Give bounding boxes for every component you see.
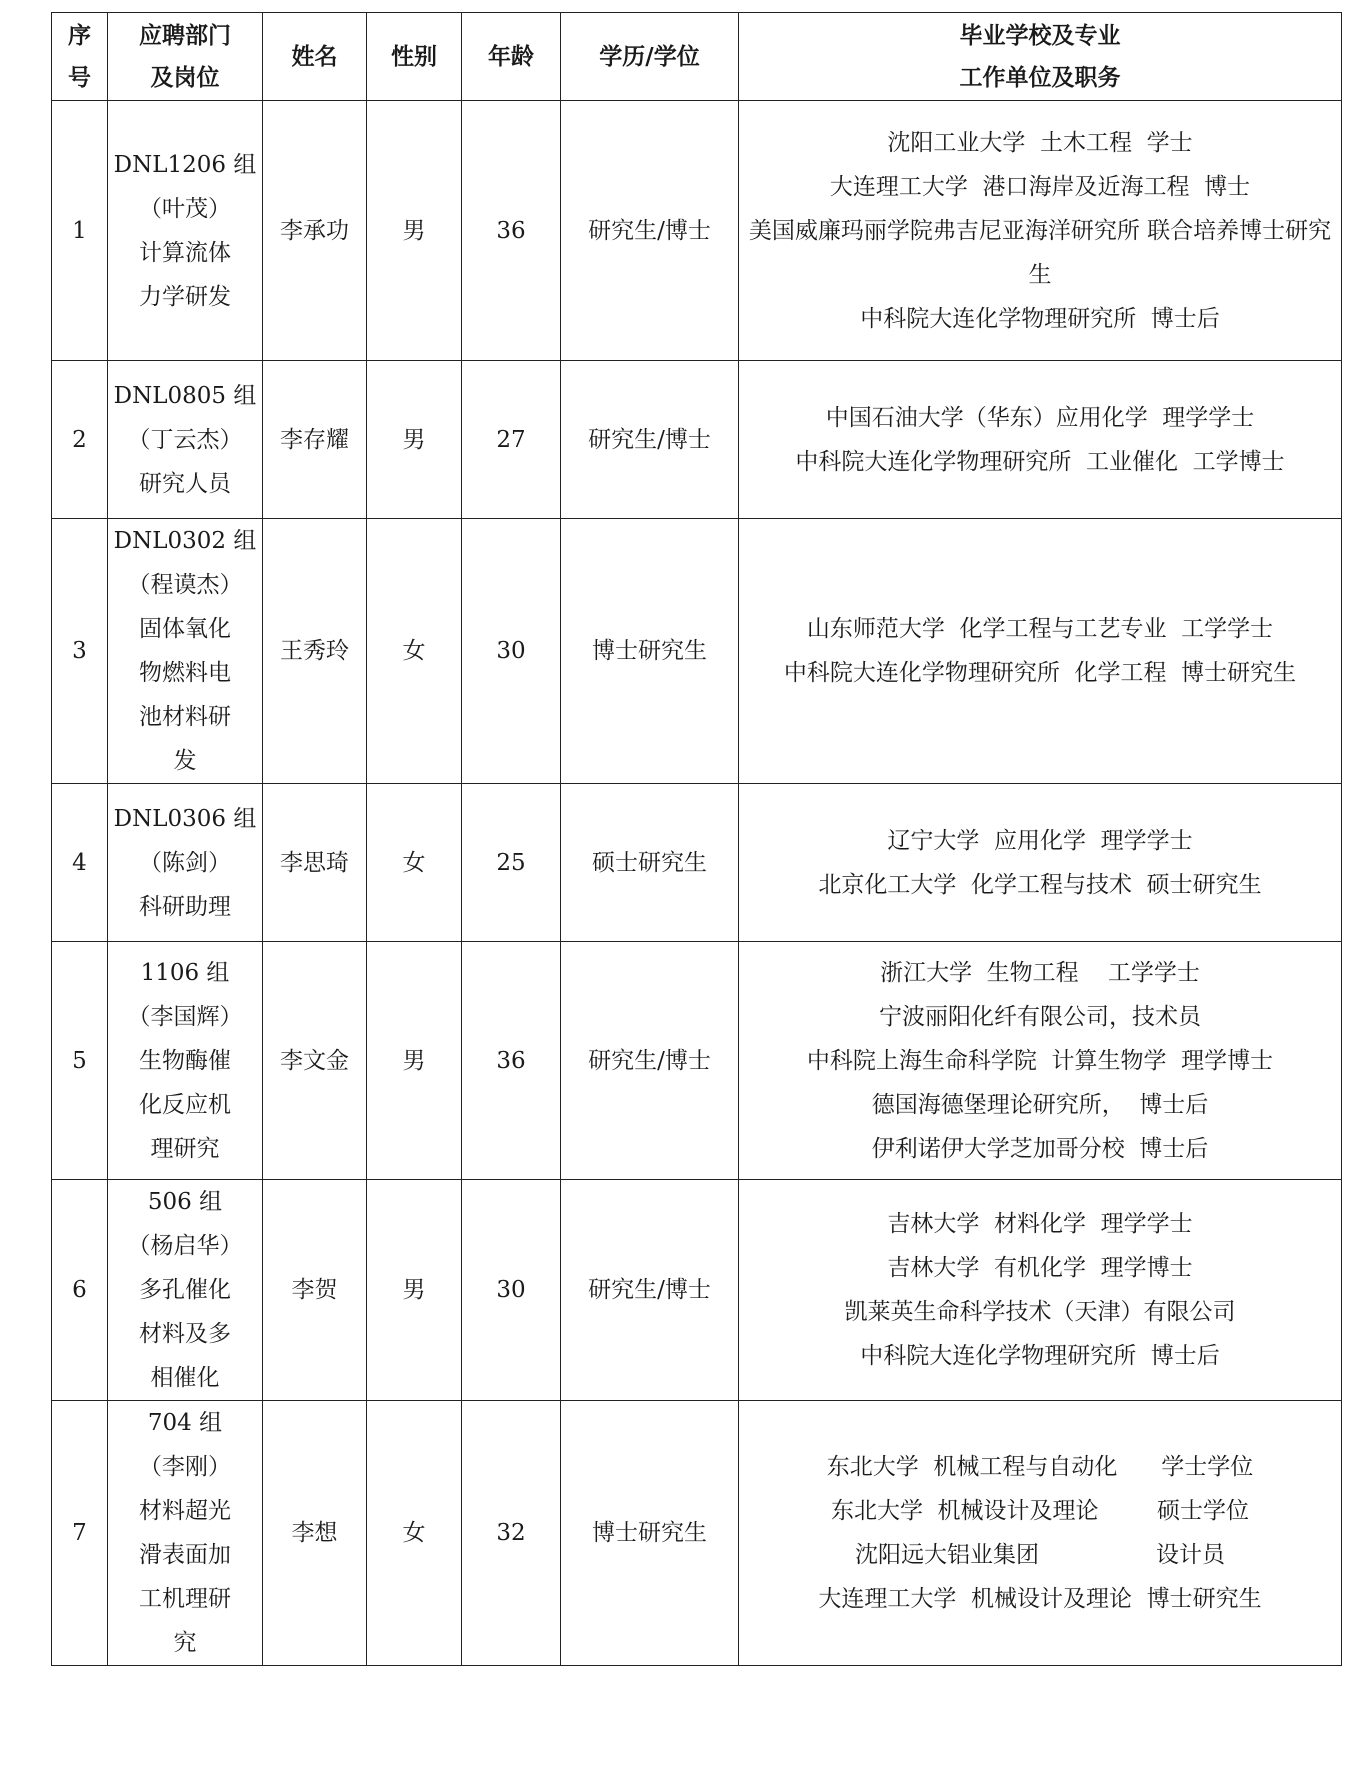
position-line: （杨启华） bbox=[127, 1233, 243, 1259]
school-line: 吉林大学 材料化学 理学学士 bbox=[887, 1211, 1193, 1237]
header-degree: 学历/学位 bbox=[561, 13, 739, 101]
row-degree: 研究生/博士 bbox=[561, 1180, 739, 1401]
school-line: 美国威廉玛丽学院弗吉尼亚海洋研究所 联合培养博士研究生 bbox=[748, 217, 1332, 288]
row-gender: 男 bbox=[367, 361, 462, 519]
position-line: 力学研发 bbox=[139, 283, 231, 310]
row-age: 27 bbox=[462, 361, 561, 519]
school-line: 大连理工大学 机械设计及理论 博士研究生 bbox=[818, 1586, 1262, 1612]
row-position bbox=[108, 361, 263, 519]
row-position bbox=[108, 1180, 263, 1401]
row-age: 36 bbox=[462, 942, 561, 1180]
row-gender: 女 bbox=[367, 784, 462, 942]
header-age: 年龄 bbox=[462, 13, 561, 101]
school-line: 东北大学 机械工程与自动化 学士学位 bbox=[826, 1454, 1254, 1480]
position-line: 物燃料电 bbox=[139, 660, 231, 686]
table-row bbox=[52, 361, 1342, 519]
school-line: 浙江大学 生物工程 工学学士 bbox=[880, 959, 1200, 986]
position-line: 研究人员 bbox=[139, 470, 231, 497]
row-index: 1 bbox=[52, 101, 108, 361]
position-line: 理研究 bbox=[150, 1135, 220, 1162]
position-line: 相催化 bbox=[150, 1365, 220, 1391]
position-line: （丁云杰） bbox=[127, 426, 243, 453]
table-row bbox=[52, 101, 1342, 361]
school-line: 辽宁大学 应用化学 理学学士 bbox=[887, 827, 1193, 854]
school-line: 中科院大连化学物理研究所 化学工程 博士研究生 bbox=[783, 660, 1297, 686]
school-line: 中科院大连化学物理研究所 博士后 bbox=[860, 305, 1220, 332]
school-line: 山东师范大学 化学工程与工艺专业 工学学士 bbox=[806, 616, 1274, 642]
row-name: 李存耀 bbox=[263, 361, 367, 519]
row-name: 李想 bbox=[263, 1401, 367, 1666]
row-index: 2 bbox=[52, 361, 108, 519]
position-line: 科研助理 bbox=[139, 893, 231, 920]
row-gender: 女 bbox=[367, 519, 462, 784]
header-gender: 性别 bbox=[367, 13, 462, 101]
position-line: 材料超光 bbox=[139, 1498, 231, 1524]
school-line: 沈阳工业大学 土木工程 学士 bbox=[887, 129, 1193, 156]
position-line: DNL1206 组 bbox=[113, 151, 257, 178]
position-line: DNL0306 组 bbox=[113, 805, 257, 832]
school-line: 中国石油大学（华东）应用化学 理学学士 bbox=[825, 404, 1255, 431]
position-line: 1106 组 bbox=[140, 959, 230, 986]
row-index: 4 bbox=[52, 784, 108, 942]
row-school bbox=[739, 942, 1342, 1180]
school-line: 中科院上海生命科学院 计算生物学 理学博士 bbox=[806, 1047, 1274, 1074]
row-index: 3 bbox=[52, 519, 108, 784]
row-school bbox=[739, 1401, 1342, 1666]
position-line: 多孔催化 bbox=[139, 1277, 231, 1303]
school-line: 东北大学 机械设计及理论 硕士学位 bbox=[830, 1498, 1250, 1524]
row-position bbox=[108, 942, 263, 1180]
header-position bbox=[108, 13, 263, 101]
position-line: DNL0805 组 bbox=[113, 382, 257, 409]
row-school bbox=[739, 784, 1342, 942]
position-line: 滑表面加 bbox=[139, 1542, 231, 1568]
row-degree: 研究生/博士 bbox=[561, 942, 739, 1180]
row-gender: 男 bbox=[367, 101, 462, 361]
school-line: 中科院大连化学物理研究所 博士后 bbox=[860, 1343, 1220, 1369]
row-name: 李承功 bbox=[263, 101, 367, 361]
row-index: 7 bbox=[52, 1401, 108, 1666]
row-degree: 研究生/博士 bbox=[561, 101, 739, 361]
row-age: 30 bbox=[462, 519, 561, 784]
position-line: 发 bbox=[173, 748, 197, 774]
school-line: 中科院大连化学物理研究所 工业催化 工学博士 bbox=[795, 448, 1285, 475]
position-line: DNL0302 组 bbox=[113, 528, 257, 554]
header-index bbox=[52, 13, 108, 101]
row-age: 32 bbox=[462, 1401, 561, 1666]
school-line: 沈阳远大铝业集团 设计员 bbox=[855, 1542, 1225, 1568]
position-line: 材料及多 bbox=[139, 1321, 231, 1347]
row-name: 李文金 bbox=[263, 942, 367, 1180]
row-gender: 女 bbox=[367, 1401, 462, 1666]
row-age: 36 bbox=[462, 101, 561, 361]
table-row bbox=[52, 1180, 1342, 1401]
table-row bbox=[52, 1401, 1342, 1666]
position-line: 固体氧化 bbox=[139, 616, 231, 642]
position-line: 究 bbox=[173, 1630, 197, 1656]
header-name: 姓名 bbox=[263, 13, 367, 101]
position-line: 化反应机 bbox=[139, 1091, 231, 1118]
row-school bbox=[739, 519, 1342, 784]
row-degree: 博士研究生 bbox=[561, 1401, 739, 1666]
position-line: 704 组 bbox=[147, 1410, 223, 1436]
row-age: 30 bbox=[462, 1180, 561, 1401]
row-position bbox=[108, 1401, 263, 1666]
header-school-line: 工作单位及职务 bbox=[959, 63, 1121, 91]
position-line: 工机理研 bbox=[139, 1586, 231, 1612]
row-index: 5 bbox=[52, 942, 108, 1180]
header-index-line: 序 bbox=[68, 21, 91, 49]
row-index: 6 bbox=[52, 1180, 108, 1401]
row-name: 李贺 bbox=[263, 1180, 367, 1401]
position-line: （程谟杰） bbox=[127, 572, 243, 598]
row-degree: 硕士研究生 bbox=[561, 784, 739, 942]
header-position-line: 及岗位 bbox=[150, 63, 220, 91]
school-line: 伊利诺伊大学芝加哥分校 博士后 bbox=[871, 1135, 1209, 1162]
row-school bbox=[739, 101, 1342, 361]
position-line: （陈剑） bbox=[139, 849, 231, 876]
row-name: 王秀玲 bbox=[263, 519, 367, 784]
row-position bbox=[108, 784, 263, 942]
header-position-line: 应聘部门 bbox=[139, 21, 231, 49]
header-school-line: 毕业学校及专业 bbox=[959, 21, 1121, 49]
table-row bbox=[52, 942, 1342, 1180]
row-school bbox=[739, 1180, 1342, 1401]
position-line: （李刚） bbox=[139, 1454, 231, 1480]
header-index-line: 号 bbox=[68, 63, 91, 91]
school-line: 吉林大学 有机化学 理学博士 bbox=[887, 1255, 1193, 1281]
position-line: （李国辉） bbox=[127, 1003, 243, 1030]
row-age: 25 bbox=[462, 784, 561, 942]
header-row bbox=[52, 13, 1342, 101]
position-line: 池材料研 bbox=[139, 704, 231, 730]
header-school bbox=[739, 13, 1342, 101]
school-line: 大连理工大学 港口海岸及近海工程 博士 bbox=[829, 173, 1251, 200]
candidate-table bbox=[51, 12, 1342, 1666]
row-position bbox=[108, 101, 263, 361]
school-line: 北京化工大学 化学工程与技术 硕士研究生 bbox=[818, 871, 1262, 898]
row-name: 李思琦 bbox=[263, 784, 367, 942]
position-line: 生物酶催 bbox=[139, 1047, 231, 1074]
school-line: 宁波丽阳化纤有限公司，技术员 bbox=[879, 1003, 1201, 1030]
row-school bbox=[739, 361, 1342, 519]
position-line: （叶茂） bbox=[139, 195, 231, 222]
row-gender: 男 bbox=[367, 942, 462, 1180]
position-line: 506 组 bbox=[147, 1189, 223, 1215]
school-line: 德国海德堡理论研究所， 博士后 bbox=[871, 1091, 1209, 1118]
school-line: 凯莱英生命科学技术（天津）有限公司 bbox=[844, 1299, 1236, 1325]
row-gender: 男 bbox=[367, 1180, 462, 1401]
table-row bbox=[52, 784, 1342, 942]
row-degree: 博士研究生 bbox=[561, 519, 739, 784]
table-row bbox=[52, 519, 1342, 784]
row-degree: 研究生/博士 bbox=[561, 361, 739, 519]
position-line: 计算流体 bbox=[139, 239, 231, 266]
row-position bbox=[108, 519, 263, 784]
